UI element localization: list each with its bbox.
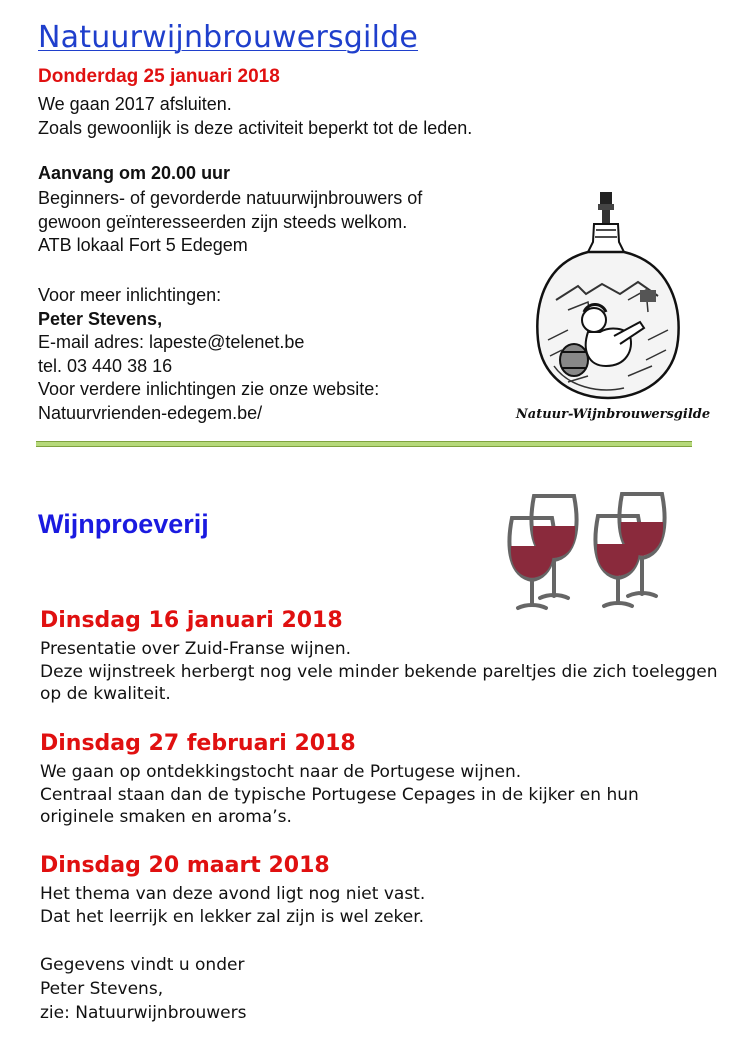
wine-flask-cherub-icon <box>515 190 711 426</box>
website-intro: Voor verdere inlichtingen zie onze website: <box>38 379 380 399</box>
section-divider <box>36 441 692 447</box>
footer-contact <box>40 953 247 1025</box>
contact-block <box>38 284 379 425</box>
contact-intro: Voor meer inlichtingen: <box>38 285 222 305</box>
footer-line: zie: Natuurwijnbrouwers <box>40 1003 247 1023</box>
wijnproeverij-title: Wijnproeverij <box>38 509 209 539</box>
wine-glasses-icon <box>498 486 690 614</box>
footer-line: Peter Stevens, <box>40 979 164 999</box>
gilde-event-date: Donderdag 25 januari 2018 <box>38 66 280 87</box>
gilde-welcome <box>38 187 422 258</box>
event-line: Deze wijnstreek herbergt nog vele minder bekende pareltjes die zich toeleggen <box>40 661 718 682</box>
event-description-3 <box>40 883 425 928</box>
website-link[interactable]: Natuurvrienden-edegem.be/ <box>38 402 263 423</box>
event-line: Presentatie over Zuid-Franse wijnen. <box>40 639 352 659</box>
event-line: originele smaken en aroma’s. <box>40 807 292 827</box>
welcome-line: Beginners- of gevorderde natuurwijnbrouwers of <box>38 188 423 208</box>
contact-email[interactable]: E-mail adres: lapeste@telenet.be <box>38 332 305 352</box>
contact-name: Peter Stevens, <box>38 308 163 329</box>
event-description-1 <box>40 638 718 706</box>
contact-phone: tel. 03 440 38 16 <box>38 355 173 376</box>
event-line: We gaan op ontdekkingstocht naar de Portugese wijnen. <box>40 762 522 782</box>
event-description-2 <box>40 761 639 829</box>
welcome-line: ATB lokaal Fort 5 Edegem <box>38 235 248 255</box>
start-time: Aanvang om 20.00 uur <box>38 163 231 183</box>
gilde-title: Natuurwijnbrouwersgilde <box>38 20 419 55</box>
footer-line: Gegevens vindt u onder <box>40 955 245 975</box>
event-line: Dat het leerrijk en lekker zal zijn is wel zeker. <box>40 906 425 927</box>
event-date-2: Dinsdag 27 februari 2018 <box>40 731 356 756</box>
event-line: op de kwaliteit. <box>40 684 171 704</box>
logo-caption: Natuur-Wijnbrouwersgilde <box>515 407 711 422</box>
event-date-1: Dinsdag 16 januari 2018 <box>40 608 343 633</box>
welcome-line: gewoon geïnteresseerden zijn steeds welkom. <box>38 211 408 232</box>
intro-line: Zoals gewoonlijk is deze activiteit beperkt tot de leden. <box>38 117 473 138</box>
event-date-3: Dinsdag 20 maart 2018 <box>40 853 330 878</box>
event-line: Het thema van deze avond ligt nog niet vast. <box>40 884 426 904</box>
gilde-intro <box>38 93 472 140</box>
event-line: Centraal staan dan de typische Portugese Cepages in de kijker en hun <box>40 784 639 805</box>
intro-line: We gaan 2017 afsluiten. <box>38 94 232 114</box>
